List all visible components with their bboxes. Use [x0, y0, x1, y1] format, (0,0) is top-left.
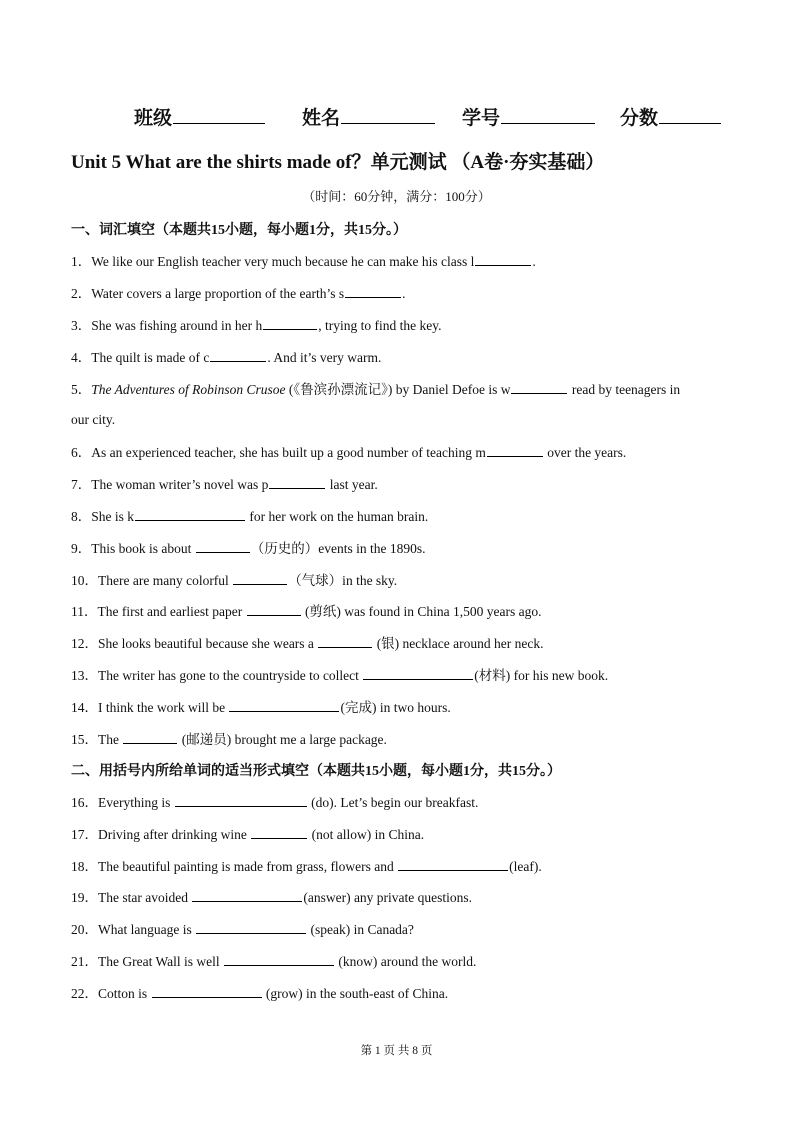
answer-blank[interactable] — [363, 665, 473, 680]
answer-blank[interactable] — [224, 951, 334, 966]
answer-blank[interactable] — [229, 697, 339, 712]
answer-blank[interactable] — [269, 474, 325, 489]
answer-blank[interactable] — [318, 633, 372, 648]
answer-blank[interactable] — [263, 315, 317, 330]
question-2: 2．Water covers a large proportion of the earth’s s . — [71, 283, 405, 303]
answer-blank[interactable] — [475, 251, 531, 266]
question-12: 12．She looks beautiful because she wears a (银) necklace around her neck. — [71, 633, 543, 653]
name-label: 姓名 — [302, 108, 341, 129]
name-field — [302, 103, 436, 130]
name-blank[interactable] — [341, 105, 435, 124]
answer-blank[interactable] — [247, 601, 301, 616]
answer-blank[interactable] — [175, 792, 307, 807]
answer-blank[interactable] — [196, 538, 250, 553]
section-2-heading: 二、用括号内所给单词的适当形式填空（本题共15小题，每小题1分，共15分。） — [71, 764, 561, 779]
question-5: 5．The Adventures of Robinson Crusoe (《鲁滨孙漂流记》) by Daniel Defoe is w read by teenagers in — [71, 379, 680, 399]
question-17: 17．Driving after drinking wine (not allow) in China. — [71, 824, 424, 844]
question-16: 16．Everything is (do). Let’s begin our breakfast. — [71, 792, 478, 812]
answer-blank[interactable] — [210, 347, 266, 362]
student-id-label: 学号 — [462, 108, 501, 129]
question-4: 4．The quilt is made of c . And it’s very warm. — [71, 347, 381, 367]
score-field — [620, 103, 722, 130]
score-label: 分数 — [620, 108, 659, 129]
answer-blank[interactable] — [192, 887, 302, 902]
question-8: 8．She is k for her work on the human brain. — [71, 506, 428, 526]
answer-blank[interactable] — [487, 442, 543, 457]
answer-blank[interactable] — [398, 856, 508, 871]
question-7: 7．The woman writer’s novel was p last year. — [71, 474, 378, 494]
question-22: 22．Cotton is (grow) in the south-east of China. — [71, 983, 448, 1003]
question-3: 3．She was fishing around in her h , trying to find the key. — [71, 315, 441, 335]
answer-blank[interactable] — [135, 506, 245, 521]
answer-blank[interactable] — [345, 283, 401, 298]
question-18: 18．The beautiful painting is made from grass, flowers and (leaf). — [71, 856, 542, 876]
answer-blank[interactable] — [233, 570, 287, 585]
answer-blank[interactable] — [152, 983, 262, 998]
student-id-field — [462, 103, 596, 130]
student-info-fields — [134, 103, 734, 127]
class-label: 班级 — [134, 108, 173, 129]
question-15: 15．The (邮递员) brought me a large package. — [71, 729, 387, 749]
page-title: Unit 5 What are the shirts made of？单元测试 （A卷·夯实基础） — [71, 152, 605, 173]
exam-time-info: （时间：60分钟，满分：100分） — [302, 189, 491, 204]
question-5-continued: our city. — [71, 412, 116, 427]
answer-blank[interactable] — [511, 379, 567, 394]
class-blank[interactable] — [173, 105, 265, 124]
answer-blank[interactable] — [123, 729, 177, 744]
question-13: 13．The writer has gone to the countryside to collect (材料) for his new book. — [71, 665, 608, 685]
question-21: 21．The Great Wall is well (know) around the world. — [71, 951, 476, 971]
page-number: 第 1 页 共 8 页 — [360, 1045, 433, 1057]
score-blank[interactable] — [659, 105, 721, 124]
answer-blank[interactable] — [251, 824, 307, 839]
question-20: 20．What language is (speak) in Canada? — [71, 919, 414, 939]
section-1-heading: 一、词汇填空（本题共15小题，每小题1分，共15分。） — [71, 223, 407, 238]
book-title: The Adventures of Robinson Crusoe — [91, 382, 286, 397]
question-19: 19．The star avoided (answer) any private questions. — [71, 887, 472, 907]
question-1: 1．We like our English teacher very much because he can make his class l . — [71, 251, 536, 271]
answer-blank[interactable] — [196, 919, 306, 934]
question-9: 9．This book is about （历史的）events in the 1890s. — [71, 538, 426, 558]
class-field — [134, 103, 266, 130]
question-11: 11．The first and earliest paper (剪纸) was found in China 1,500 years ago. — [71, 601, 542, 621]
question-6: 6．As an experienced teacher, she has built up a good number of teaching m over the years. — [71, 442, 626, 462]
question-10: 10．There are many colorful （气球）in the sky. — [71, 570, 397, 590]
question-14: 14．I think the work will be (完成) in two hours. — [71, 697, 451, 717]
student-id-blank[interactable] — [501, 105, 595, 124]
